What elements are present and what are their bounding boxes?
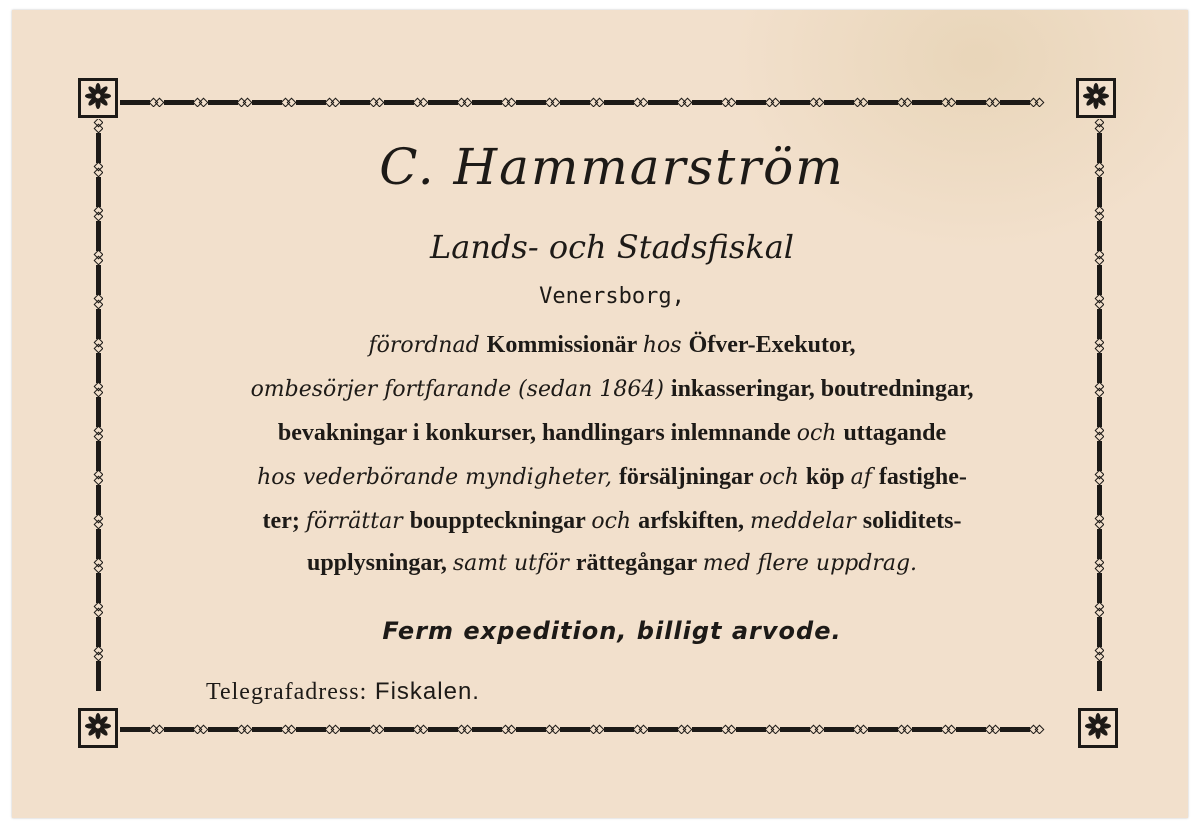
border-bar bbox=[96, 177, 101, 207]
border-bar bbox=[1097, 397, 1102, 427]
border-bar bbox=[1097, 617, 1102, 647]
border-diamond bbox=[93, 383, 103, 397]
border-bar bbox=[1097, 661, 1102, 691]
text-run: inkasseringar, boutredningar, bbox=[670, 376, 974, 402]
text-run: bouppteckningar bbox=[409, 508, 592, 534]
text-run: ombesörjer fortfarande (sedan 1864) bbox=[250, 377, 671, 402]
body-line-3 bbox=[130, 418, 1094, 447]
text-run: och bbox=[759, 465, 806, 490]
border-diamond bbox=[93, 339, 103, 353]
text-run: af bbox=[850, 465, 879, 490]
holder-name: C. Hammarström bbox=[379, 138, 845, 196]
border-bar bbox=[96, 617, 101, 647]
text-run: förrättar bbox=[305, 509, 410, 534]
border-diamond bbox=[93, 295, 103, 309]
text-run: upplysningar, bbox=[306, 550, 453, 576]
border-diamond bbox=[1094, 383, 1104, 397]
border-bar bbox=[96, 573, 101, 603]
border-bar bbox=[96, 529, 101, 559]
text-run: samt utför bbox=[452, 551, 576, 576]
motto: Ferm expedition, billigt arvode. bbox=[382, 617, 842, 645]
border-diamond bbox=[1094, 559, 1104, 573]
city-line: Venersborg, bbox=[539, 284, 685, 309]
business-card bbox=[12, 10, 1188, 818]
border-diamond bbox=[1094, 515, 1104, 529]
border-diamond bbox=[1094, 207, 1104, 221]
border-bar bbox=[1097, 309, 1102, 339]
corner-ornament-top-left bbox=[78, 78, 118, 118]
asterisk-rosette-icon bbox=[84, 712, 112, 744]
border-diamond bbox=[1094, 163, 1104, 177]
corner-ornament-bottom-left bbox=[78, 708, 118, 748]
border-bar bbox=[1097, 265, 1102, 295]
text-run: meddelar bbox=[750, 509, 863, 534]
border-left bbox=[93, 119, 103, 717]
body-line-2 bbox=[130, 374, 1094, 403]
body-line-4 bbox=[130, 462, 1094, 491]
text-run: rättegångar bbox=[575, 550, 703, 576]
text-run: hos bbox=[642, 333, 689, 358]
telegraph-address bbox=[206, 678, 480, 706]
text-run: hos vederbörande myndigheter, bbox=[257, 465, 619, 490]
border-diamond bbox=[93, 119, 103, 133]
border-diamond bbox=[93, 559, 103, 573]
text-run: och bbox=[591, 509, 639, 534]
border-bar bbox=[96, 133, 101, 163]
border-diamond bbox=[93, 647, 103, 661]
border-bar bbox=[1097, 221, 1102, 251]
border-diamond bbox=[1094, 251, 1104, 265]
text-run: bevakningar i konkurser, handlingars inlemnande bbox=[277, 420, 797, 446]
border-bar bbox=[96, 265, 101, 295]
border-bar bbox=[1097, 529, 1102, 559]
text-run: arfskiften, bbox=[638, 508, 751, 534]
border-diamond bbox=[93, 207, 103, 221]
border-diamond bbox=[1094, 647, 1104, 661]
border-bar bbox=[1097, 177, 1102, 207]
text-run: uttagande bbox=[843, 420, 947, 446]
border-right bbox=[1094, 119, 1104, 717]
holder-title: Lands- och Stadsfiskal bbox=[429, 228, 795, 266]
text-run: fastighe- bbox=[878, 464, 967, 490]
border-diamond bbox=[1094, 427, 1104, 441]
telegraph-value: Fiskalen. bbox=[374, 678, 480, 705]
border-diamond bbox=[93, 603, 103, 617]
border-bar bbox=[96, 309, 101, 339]
text-run: köp bbox=[805, 464, 851, 490]
border-diamond bbox=[93, 251, 103, 265]
border-bar bbox=[1097, 441, 1102, 471]
border-diamond bbox=[1094, 339, 1104, 353]
body-line-1 bbox=[130, 330, 1094, 359]
border-bar bbox=[1097, 133, 1102, 163]
text-run: förordnad bbox=[368, 333, 487, 358]
body-line-5 bbox=[130, 506, 1094, 535]
border-bar bbox=[1097, 485, 1102, 515]
text-run: ter; bbox=[262, 508, 306, 534]
border-diamond bbox=[93, 163, 103, 177]
body-line-6 bbox=[130, 548, 1094, 577]
border-bar bbox=[1097, 353, 1102, 383]
text-run: soliditets- bbox=[862, 508, 962, 534]
text-run: och bbox=[796, 421, 844, 446]
border-diamond bbox=[93, 471, 103, 485]
border-bar bbox=[96, 441, 101, 471]
text-run: Öfver-Exekutor, bbox=[688, 332, 856, 358]
text-run: Kommissionär bbox=[486, 332, 643, 358]
border-diamond bbox=[93, 427, 103, 441]
border-bar bbox=[96, 221, 101, 251]
border-diamond bbox=[1094, 471, 1104, 485]
border-diamond bbox=[1094, 119, 1104, 133]
text-run: försäljningar bbox=[618, 464, 760, 490]
border-diamond bbox=[1094, 603, 1104, 617]
border-bar bbox=[96, 485, 101, 515]
telegraph-label: Telegrafadress: bbox=[206, 679, 368, 705]
border-bar bbox=[96, 397, 101, 427]
border-bar bbox=[96, 353, 101, 383]
text-run: med flere uppdrag. bbox=[702, 551, 918, 576]
border-bar bbox=[1097, 573, 1102, 603]
border-diamond bbox=[1094, 295, 1104, 309]
border-diamond bbox=[93, 515, 103, 529]
border-bar bbox=[96, 661, 101, 691]
asterisk-rosette-icon bbox=[84, 82, 112, 114]
